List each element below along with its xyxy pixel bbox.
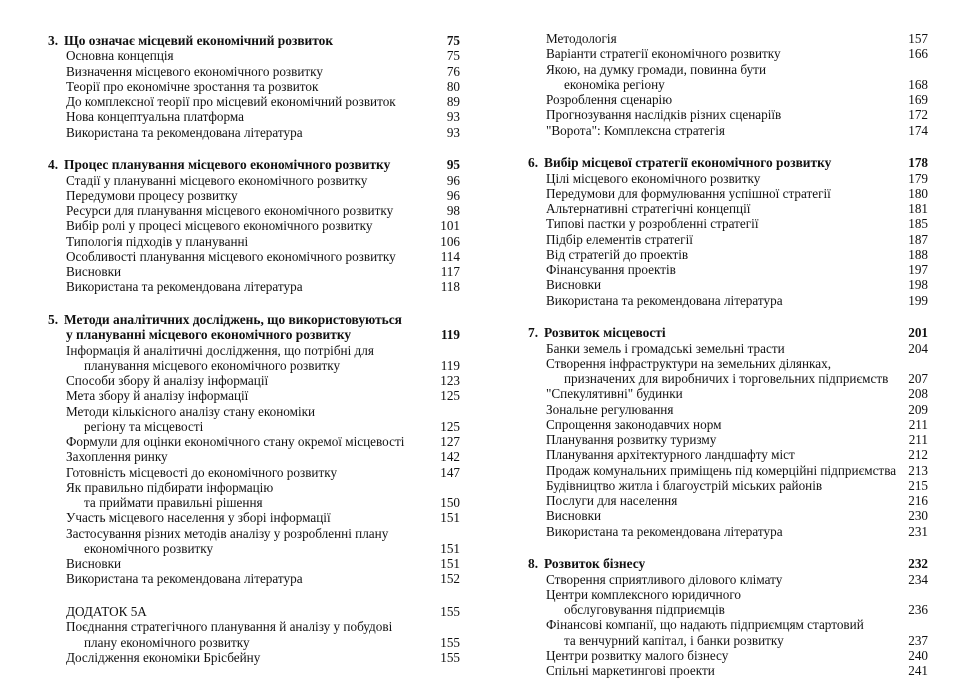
toc-entry-title: Використана та рекомендована література — [546, 292, 783, 308]
toc-entry — [48, 203, 460, 218]
toc-entry-title: Використана та рекомендована література — [66, 279, 303, 295]
toc-entry — [48, 279, 460, 294]
toc-page-number: 204 — [908, 340, 928, 356]
toc-page-number: 236 — [908, 602, 928, 617]
toc-entry — [528, 356, 928, 371]
toc-entry — [528, 386, 928, 401]
toc-entry — [48, 264, 460, 279]
toc-page-number: 178 — [908, 155, 928, 171]
toc-page-number: 174 — [908, 122, 928, 138]
toc-appendix-heading — [48, 604, 460, 619]
toc-entry-title: Центри комплексного юридичного — [546, 586, 742, 602]
toc-entry-title: Захоплення ринку — [66, 449, 168, 465]
appendix-title: ДОДАТОК 5А — [66, 604, 147, 619]
toc-page-number: 93 — [446, 124, 460, 140]
toc-page-number: 168 — [908, 76, 928, 92]
toc-entry — [48, 218, 460, 233]
toc-entry-title: Фінансові компанії, що надають підприємцям стартовий — [546, 617, 864, 633]
toc-page-number: 157 — [908, 31, 928, 46]
toc-page-number: 89 — [446, 94, 460, 109]
toc-entry-title: обслуговування підприємців — [564, 602, 725, 617]
toc-entry-title: Методи кількісного аналізу стану економіки — [66, 403, 316, 419]
toc-entry-title: Способи збору й аналізу інформації — [66, 373, 269, 388]
toc-entry-title: Планування архітектурного ландшафту міст — [546, 447, 795, 463]
toc-page-number: 231 — [908, 523, 928, 539]
toc-page-number: 169 — [908, 92, 928, 107]
toc-entry — [48, 480, 460, 495]
toc-entry-title: Висновки — [546, 277, 602, 293]
toc-entry-title: Нова концептуальна платформа — [66, 109, 245, 125]
toc-page-number: 114 — [440, 248, 460, 264]
toc-entry — [528, 31, 928, 46]
toc-page-number: 208 — [908, 386, 928, 402]
toc-page-number: 118 — [440, 279, 460, 295]
toc-page-number: 201 — [908, 325, 928, 341]
toc-entry — [48, 373, 460, 388]
toc-entry — [48, 173, 460, 188]
toc-entry — [528, 277, 928, 292]
chapter-title: Вибір місцевої стратегії економічного розвитку — [544, 155, 832, 171]
toc-page-number: 125 — [440, 418, 460, 434]
toc-entry-title: та приймати правильні рішення — [84, 495, 263, 510]
toc-entry — [528, 232, 928, 247]
toc-entry — [48, 94, 460, 109]
toc-entry — [48, 64, 460, 79]
toc-entry — [528, 493, 928, 508]
toc-entry-title: Типові пастки у розробленні стратегії — [546, 216, 759, 232]
toc-page-number: 188 — [908, 246, 928, 262]
toc-entry — [528, 587, 928, 602]
toc-entry-title: Прогнозування наслідків різних сценаріїв — [546, 107, 782, 123]
toc-entry — [528, 341, 928, 356]
toc-entry-title: Використана та рекомендована література — [66, 124, 303, 140]
toc-entry-title: Визначення місцевого економічного розвитку — [66, 63, 323, 79]
toc-page-number: 240 — [908, 647, 928, 663]
toc-entry — [48, 556, 460, 571]
toc-entry — [48, 526, 460, 541]
toc-entry — [48, 419, 460, 434]
chapter-title: Розвиток місцевості — [544, 325, 666, 341]
toc-entry-title: Розроблення сценарію — [546, 92, 673, 107]
toc-entry — [48, 125, 460, 140]
toc-page-number: 93 — [446, 109, 460, 125]
toc-entry-title: "Ворота": Комплексна стратегія — [546, 122, 726, 138]
toc-entry — [48, 434, 460, 449]
toc-page-number: 187 — [908, 231, 928, 247]
toc-page-number: 216 — [908, 493, 928, 508]
toc-chapter-heading — [528, 556, 928, 571]
toc-entry — [528, 77, 928, 92]
toc-entry-title: Фінансування проектів — [546, 262, 676, 277]
toc-entry — [48, 650, 460, 665]
toc-page-number: 155 — [440, 604, 460, 619]
toc-entry-title: Основна концепція — [66, 48, 174, 64]
chapter-number: 4. — [48, 157, 59, 173]
chapter-title: у плануванні місцевого економічного розвитку — [66, 327, 352, 343]
toc-page-number: 237 — [908, 632, 928, 648]
toc-page-number: 230 — [908, 508, 928, 524]
toc-entry — [48, 358, 460, 373]
toc-entry-title: Центри розвитку малого бізнесу — [546, 647, 729, 663]
toc-page-number: 185 — [908, 216, 928, 232]
toc-page-number: 150 — [440, 495, 460, 510]
toc-entry — [528, 186, 928, 201]
chapter-number: 3. — [48, 33, 59, 48]
toc-entry — [48, 249, 460, 264]
toc-page-number: 232 — [908, 556, 928, 572]
toc-page-number: 155 — [440, 634, 460, 650]
toc-page-number: 198 — [908, 277, 928, 293]
toc-entry — [48, 571, 460, 586]
toc-entry-title: планування місцевого економічного розвитку — [84, 357, 341, 373]
toc-entry — [528, 247, 928, 262]
toc-entry — [528, 633, 928, 648]
toc-entry — [48, 404, 460, 419]
toc-page-number: 207 — [908, 371, 928, 386]
toc-entry-title: Готовність місцевості до економічного розвитку — [66, 464, 338, 480]
toc-page-number: 181 — [908, 201, 928, 216]
chapter-number: 8. — [528, 556, 539, 572]
toc-entry — [48, 234, 460, 249]
toc-entry-title: Використана та рекомендована література — [66, 571, 303, 587]
toc-entry-title: Висновки — [66, 556, 122, 571]
toc-page-number: 211 — [908, 416, 928, 432]
toc-entry — [528, 432, 928, 447]
toc-entry — [48, 465, 460, 480]
toc-entry-title: Послуги для населення — [546, 493, 678, 508]
toc-page-number: 152 — [440, 571, 460, 587]
toc-page-number: 215 — [908, 477, 928, 493]
toc-page-number: 211 — [908, 432, 928, 447]
toc-page-number: 155 — [440, 649, 460, 665]
toc-entry — [528, 402, 928, 417]
toc-page-number: 151 — [440, 540, 460, 556]
toc-entry — [48, 48, 460, 63]
toc-page-number: 127 — [440, 434, 460, 449]
toc-entry-title: Особливості планування місцевого економічного розвитку — [66, 248, 396, 264]
toc-entry-title: призначених для виробничих і торговельних підприємств — [564, 371, 889, 386]
toc-entry — [528, 417, 928, 432]
toc-entry-title: Висновки — [546, 508, 602, 524]
toc-entry-title: Якою, на думку громади, повинна бути — [546, 61, 767, 77]
toc-entry — [48, 619, 460, 634]
toc-entry — [48, 449, 460, 464]
toc-entry-title: Від стратегій до проектів — [546, 246, 689, 262]
toc-entry — [528, 572, 928, 587]
toc-entry-title: Варіанти стратегії економічного розвитку — [546, 46, 781, 62]
toc-entry-title: Типологія підходів у плануванні — [66, 233, 249, 249]
toc-entry-title: Ресурси для планування місцевого економічного розвитку — [66, 203, 394, 218]
toc-page-number: 119 — [440, 357, 460, 373]
toc-entry-title: Участь місцевого населення у зборі інформації — [66, 510, 331, 526]
toc-page-number: 101 — [440, 218, 460, 234]
toc-entry-title: економічного розвитку — [84, 540, 214, 556]
toc-entry-title: Передумови процесу розвитку — [66, 187, 238, 203]
toc-page-number: 212 — [908, 447, 928, 463]
toc-entry-title: Формули для оцінки економічного стану окремої місцевості — [66, 434, 405, 449]
toc-entry-title: Теорії про економічне зростання та розвиток — [66, 78, 319, 94]
toc-chapter-heading — [48, 33, 460, 48]
chapter-number: 7. — [528, 325, 539, 341]
toc-page-number: 172 — [908, 107, 928, 123]
toc-entry — [528, 371, 928, 386]
toc-entry — [48, 188, 460, 203]
toc-entry — [528, 293, 928, 308]
toc-entry-title: Підбір елементів стратегії — [546, 231, 693, 247]
toc-page-number: 95 — [446, 157, 460, 173]
toc-entry — [528, 648, 928, 663]
toc-page-number: 213 — [908, 462, 928, 478]
toc-entry — [528, 447, 928, 462]
toc-entry — [528, 201, 928, 216]
toc-entry — [48, 495, 460, 510]
toc-chapter-heading-continued — [48, 327, 460, 342]
toc-entry — [528, 524, 928, 539]
toc-page-number: 117 — [440, 264, 460, 279]
toc-entry-title: Цілі місцевого економічного розвитку — [546, 170, 761, 186]
toc-page-number: 166 — [908, 46, 928, 62]
toc-entry-title: Використана та рекомендована література — [546, 523, 783, 539]
toc-chapter-heading — [528, 325, 928, 340]
toc-entry — [528, 92, 928, 107]
toc-entry — [528, 262, 928, 277]
toc-entry-title: Зональне регулювання — [546, 401, 674, 417]
toc-page-number: 179 — [908, 170, 928, 186]
toc-entry-title: Висновки — [66, 264, 122, 279]
toc-entry-title: Мета збору й аналізу інформації — [66, 388, 249, 404]
toc-page-number: 241 — [908, 663, 928, 678]
toc-chapter-heading — [528, 155, 928, 170]
toc-entry-title: Альтернативні стратегічні концепції — [546, 201, 751, 216]
toc-entry — [528, 171, 928, 186]
toc-page-number: 151 — [440, 510, 460, 526]
toc-page-number: 142 — [440, 449, 460, 465]
toc-entry — [528, 62, 928, 77]
toc-page-number: 80 — [446, 78, 460, 94]
toc-entry-title: Передумови для формулювання успішної стратегії — [546, 185, 831, 201]
toc-entry-title: "Спекулятивні" будинки — [546, 386, 683, 402]
toc-entry-title: Будівництво житла і благоустрій міських районів — [546, 477, 823, 493]
toc-entry-title: Дослідження економіки Брісбейну — [66, 649, 261, 665]
toc-entry-title: Створення сприятливого ділового клімату — [546, 571, 783, 587]
toc-page-number: 197 — [908, 262, 928, 277]
toc-entry — [48, 343, 460, 358]
toc-entry-title: економіка регіону — [564, 76, 665, 92]
toc-page-number: 76 — [446, 63, 460, 79]
toc-entry — [528, 46, 928, 61]
toc-entry — [528, 663, 928, 678]
toc-entry — [528, 123, 928, 138]
toc-page-number: 123 — [440, 373, 460, 388]
toc-page-number: 209 — [908, 401, 928, 417]
toc-page-number: 75 — [446, 33, 460, 48]
toc-entry-title: Поєднання стратегічного планування й аналізу у побудові — [66, 619, 393, 635]
toc-chapter-heading — [48, 312, 460, 327]
toc-entry-title: До комплексної теорії про місцевий економічний розвиток — [66, 94, 396, 109]
toc-entry — [48, 388, 460, 403]
chapter-title: Методи аналітичних досліджень, що використовуються — [64, 312, 402, 327]
toc-page-number: 98 — [446, 203, 460, 218]
toc-chapter-heading — [48, 157, 460, 172]
toc-entry — [528, 107, 928, 122]
toc-entry-title: Стадії у плануванні місцевого економічного розвитку — [66, 172, 368, 188]
toc-entry-title: Планування розвитку туризму — [546, 432, 717, 447]
chapter-title: Розвиток бізнесу — [544, 556, 646, 572]
toc-page-number: 119 — [440, 327, 460, 343]
toc-entry — [528, 216, 928, 231]
chapter-number: 5. — [48, 312, 59, 327]
toc-page-number: 75 — [446, 48, 460, 64]
toc-entry-title: Методологія — [546, 31, 617, 46]
toc-entry-title: регіону та місцевості — [84, 418, 204, 434]
toc-page-number: 96 — [446, 172, 460, 188]
toc-entry-title: Вибір ролі у процесі місцевого економічного розвитку — [66, 218, 373, 234]
toc-entry-title: та венчурний капітал, і банки розвитку — [564, 632, 784, 648]
toc-page-number: 234 — [908, 571, 928, 587]
toc-entry — [528, 508, 928, 523]
toc-entry-title: Банки земель і громадські земельні трасти — [546, 340, 785, 356]
toc-entry — [528, 463, 928, 478]
toc-page-number: 106 — [440, 233, 460, 249]
toc-entry-title: Спільні маркетингові проекти — [546, 663, 715, 678]
toc-entry — [48, 79, 460, 94]
toc-page-number: 125 — [440, 388, 460, 404]
chapter-title: Що означає місцевий економічний розвиток — [64, 33, 334, 48]
toc-page-number: 180 — [908, 185, 928, 201]
toc-entry-title: плану економічного розвитку — [84, 634, 250, 650]
toc-entry — [528, 478, 928, 493]
toc-entry-title: Інформація й аналітичні дослідження, що потрібні для — [66, 342, 374, 358]
toc-entry — [48, 541, 460, 556]
toc-entry — [528, 617, 928, 632]
toc-entry-title: Спрощення законодавчих норм — [546, 416, 722, 432]
toc-entry — [48, 635, 460, 650]
toc-page-number: 151 — [440, 556, 460, 571]
toc-page-number: 199 — [908, 292, 928, 308]
toc-entry-title: Застосування різних методів аналізу у розробленні плану — [66, 525, 389, 541]
toc-entry — [528, 602, 928, 617]
toc-entry-title: Створення інфраструктури на земельних ділянках, — [546, 355, 832, 371]
chapter-number: 6. — [528, 155, 539, 171]
chapter-title: Процес планування місцевого економічного розвитку — [64, 157, 391, 173]
toc-page-number: 96 — [446, 187, 460, 203]
toc-entry-title: Як правильно підбирати інформацію — [66, 479, 274, 495]
toc-entry — [48, 510, 460, 525]
toc-entry-title: Продаж комунальних приміщень під комерційні підприємства — [546, 462, 897, 478]
toc-page-number: 147 — [440, 464, 460, 480]
toc-entry — [48, 109, 460, 124]
